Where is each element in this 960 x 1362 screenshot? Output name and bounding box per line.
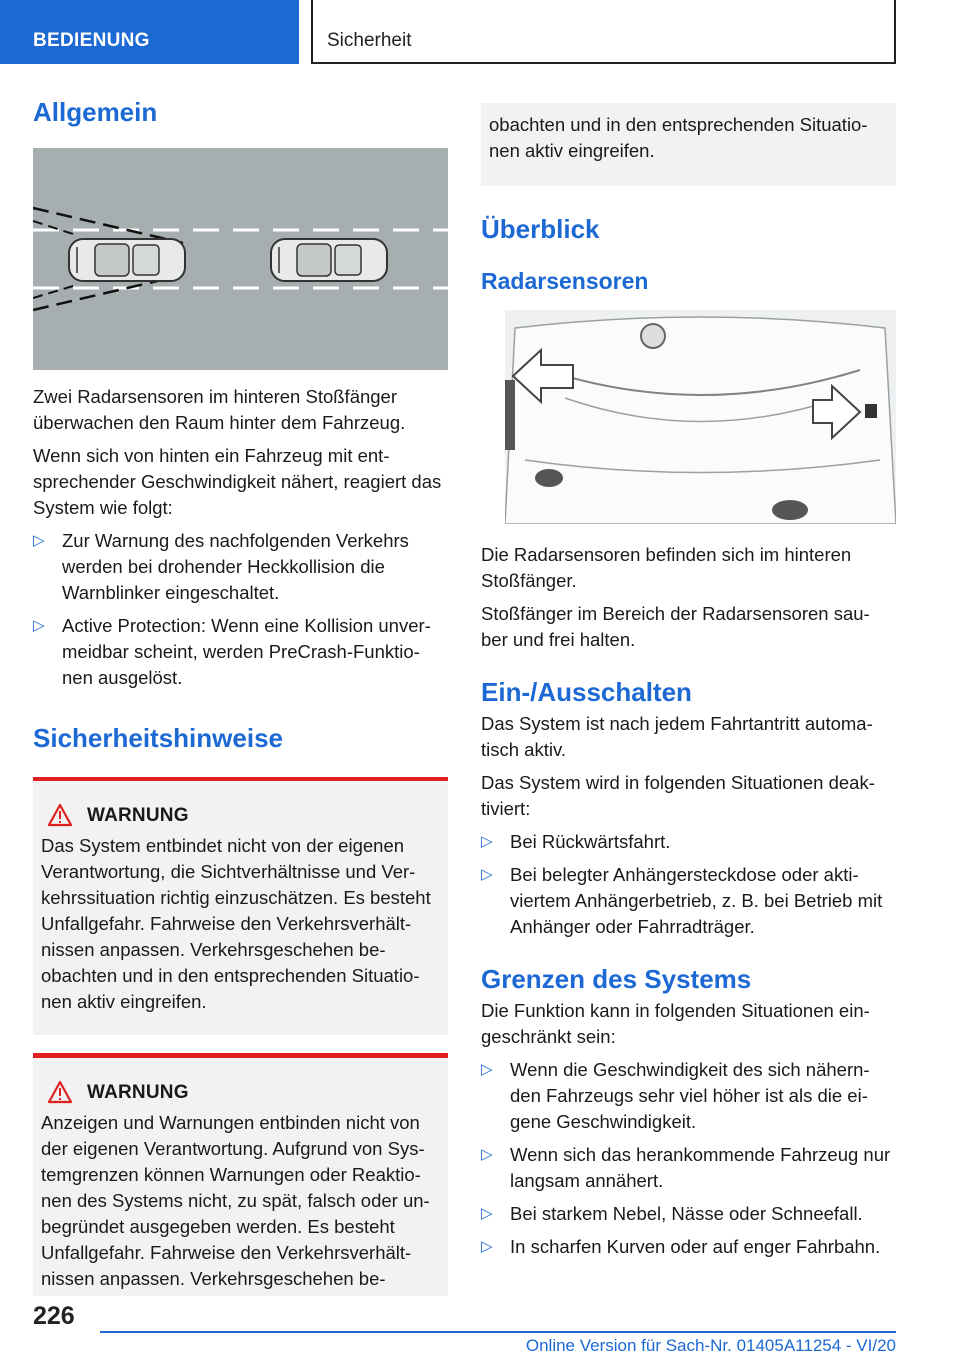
footer-divider [100,1331,896,1333]
list-item: ▷ Active Protection: Wenn eine Kollision unver-meidbar scheint, werden PreCrash-Funktio-nen ausgelöst. [33,615,431,688]
heading-overview: Überblick [481,214,600,244]
triangle-bullet-icon: ▷ [481,1061,493,1078]
rear-bumper-diagram [505,310,896,524]
sensors-paragraph-1: Die Radarsensoren befinden sich im hinteren Stoßfänger. [481,544,852,591]
radar-coverage-diagram [33,148,448,370]
warning-text-continued: obachten und in den entsprechenden Situatio-nen aktiv eingreifen. [489,114,868,161]
page-number: 226 [33,1302,75,1330]
illustration-traffic-behind [33,148,448,370]
sensors-paragraph-2: Stoßfänger im Bereich der Radarsensoren sau-ber und frei halten. [481,603,870,650]
warning-triangle-icon [47,803,73,827]
illustration-rear-bumper [505,310,896,524]
limits-list [481,1057,896,1260]
chapter-title: Sicherheit [327,30,412,51]
triangle-bullet-icon: ▷ [481,866,493,883]
online-version-link[interactable]: Online Version für Sach-Nr. 01405A11254 - VI/20 [525,1336,896,1355]
list-item: ▷ In scharfen Kurven oder auf enger Fahrbahn. [481,1234,896,1260]
list-item: ▷ Wenn sich das herankommende Fahrzeug nur langsam annähert. [481,1144,891,1191]
right-column [481,95,896,1260]
warning-label: WARNUNG [87,1082,189,1103]
reaction-list [33,528,448,691]
onoff-paragraph-2: Das System wird in folgenden Situationen deak-tiviert: [481,772,875,819]
list-item: ▷ Bei belegter Anhängersteckdose oder akti-viertem Anhängerbetrieb, z. B. bei Betrieb mit Anhänger oder Fahrradträger. [481,864,883,937]
heading-limits: Grenzen des Systems [481,964,752,994]
warning-box-2-continued [481,103,896,186]
triangle-bullet-icon: ▷ [33,532,45,549]
warning-box-1 [33,777,448,1035]
list-item: ▷ Bei Rückwärtsfahrt. [481,829,896,855]
warning-header [41,1080,440,1110]
intro-paragraph-1: Zwei Radarsensoren im hinteren Stoßfänger überwachen den Raum hinter dem Fahrzeug. [33,386,406,433]
triangle-bullet-icon: ▷ [481,833,493,850]
warning-box-2 [33,1053,448,1296]
warning-text: Anzeigen und Warnungen entbinden nicht von der eigenen Verantwortung. Aufgrund von Sys-temgrenzen können Warnungen oder Reaktio-nen des Systems nicht, zu spät, falsch oder un-begründet ausgegeben werden. Es besteht Unfallgefahr. Fahrweise den Verkehrsverhält-nissen anpassen. Verkehrsgeschehen be- [41,1112,430,1289]
section-title: BEDIENUNG [33,30,150,51]
triangle-bullet-icon: ▷ [481,1146,493,1163]
car-own [271,239,387,281]
left-column [33,95,448,1296]
subheading-radar-sensors: Radarsensoren [481,268,649,294]
list-item: ▷ Bei starkem Nebel, Nässe oder Schneefall. [481,1201,896,1227]
heading-on-off: Ein-/Ausschalten [481,677,692,707]
list-item: ▷ Wenn die Geschwindigkeit des sich nähern-den Fahrzeugs sehr viel höher ist als die ei-gene Geschwindigkeit. [481,1059,870,1132]
chapter-tab [311,0,896,64]
car-following [69,239,185,281]
deactivation-list [481,829,896,940]
intro-paragraph-2: Wenn sich von hinten ein Fahrzeug mit ent-sprechender Geschwindigkeit nähert, reagiert das System wie folgt: [33,445,442,518]
warning-triangle-icon [47,1080,73,1104]
section-tab [0,0,299,64]
warning-label: WARNUNG [87,805,189,826]
heading-safety: Sicherheitshinweise [33,723,283,753]
list-item: ▷ Zur Warnung des nachfolgenden Verkehrs werden bei drohender Heckkollision die Warnblinker eingeschaltet. [33,530,409,603]
triangle-bullet-icon: ▷ [33,617,45,634]
warning-text: Das System entbindet nicht von der eigenen Verantwortung, die Sichtverhältnisse und Ver-kehrssituation richtig einzuschätzen. Es besteht Unfallgefahr. Fahrweise den Verkehrsverhält-nissen anpassen. Verkehrsgeschehen be-obachten und in den entsprechenden Situatio-nen aktiv eingreifen. [41,835,431,1012]
triangle-bullet-icon: ▷ [481,1205,493,1222]
onoff-paragraph-1: Das System ist nach jedem Fahrtantritt automa-tisch aktiv. [481,713,873,760]
triangle-bullet-icon: ▷ [481,1238,493,1255]
warning-header [41,803,440,833]
heading-general: Allgemein [33,97,158,127]
limits-paragraph: Die Funktion kann in folgenden Situationen ein-geschränkt sein: [481,1000,870,1047]
